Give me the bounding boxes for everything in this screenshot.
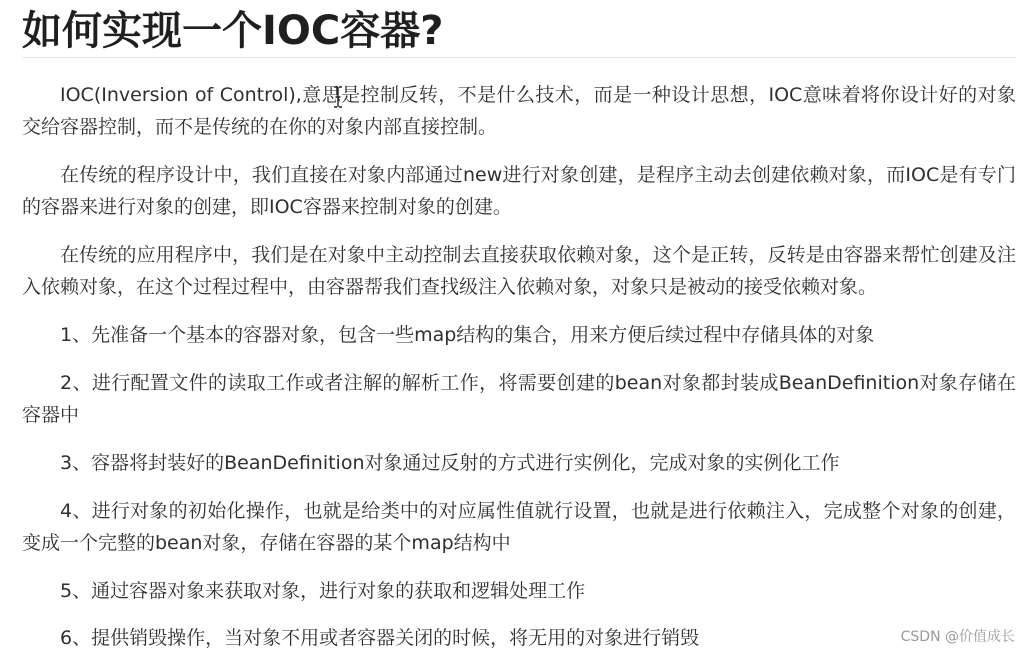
article-body: [22, 79, 1016, 654]
csdn-watermark: CSDN @价值成长: [900, 629, 1015, 645]
page-title: 如何实现一个IOC容器?: [22, 8, 444, 54]
step-6-paragraph: 6、提供销毁操作，当对象不用或者容器关闭的时候，将无用的对象进行销毁: [60, 627, 700, 649]
text-cursor-icon: [333, 86, 343, 108]
step-3-paragraph: 3、容器将封装好的BeanDefinition对象通过反射的方式进行实例化，完成对象的实例化工作: [60, 452, 840, 474]
step-2-paragraph: 2、进行配置文件的读取工作或者注解的解析工作，将需要创建的bean对象都封装成BeanDefinition对象存储在容器中: [22, 372, 1016, 426]
step-5-paragraph: 5、通过容器对象来获取对象，进行对象的获取和逻辑处理工作: [60, 580, 586, 602]
step-1-paragraph: 1、先准备一个基本的容器对象，包含一些map结构的集合，用来方便后续过程中存储具体的对象: [60, 324, 875, 346]
step-4-paragraph: 4、进行对象的初始化操作，也就是给类中的对应属性值就行设置，也就是进行依赖注入，完成整个对象的创建，变成一个完整的bean对象，存储在容器的某个map结构中: [22, 500, 1016, 554]
paragraph-traditional-design: 在传统的程序设计中，我们直接在对象内部通过new进行对象创建，是程序主动去创建依赖对象，而IOC是有专门的容器来进行对象的创建，即IOC容器来控制对象的创建。: [22, 164, 1016, 218]
paragraph-ioc-definition: IOC(Inversion of Control),意思是控制反转，不是什么技术，而是一种设计思想，IOC意味着将你设计好的对象交给容器控制，而不是传统的在你的对象内部直接控制。: [22, 84, 1016, 138]
paragraph-traditional-application: 在传统的应用程序中，我们是在对象中主动控制去直接获取依赖对象，这个是正转，反转是由容器来帮忙创建及注入依赖对象，在这个过程过程中，由容器帮我们查找级注入依赖对象，对象只是被动的接受依赖对象。: [22, 244, 1016, 298]
title-divider: [22, 57, 1016, 58]
